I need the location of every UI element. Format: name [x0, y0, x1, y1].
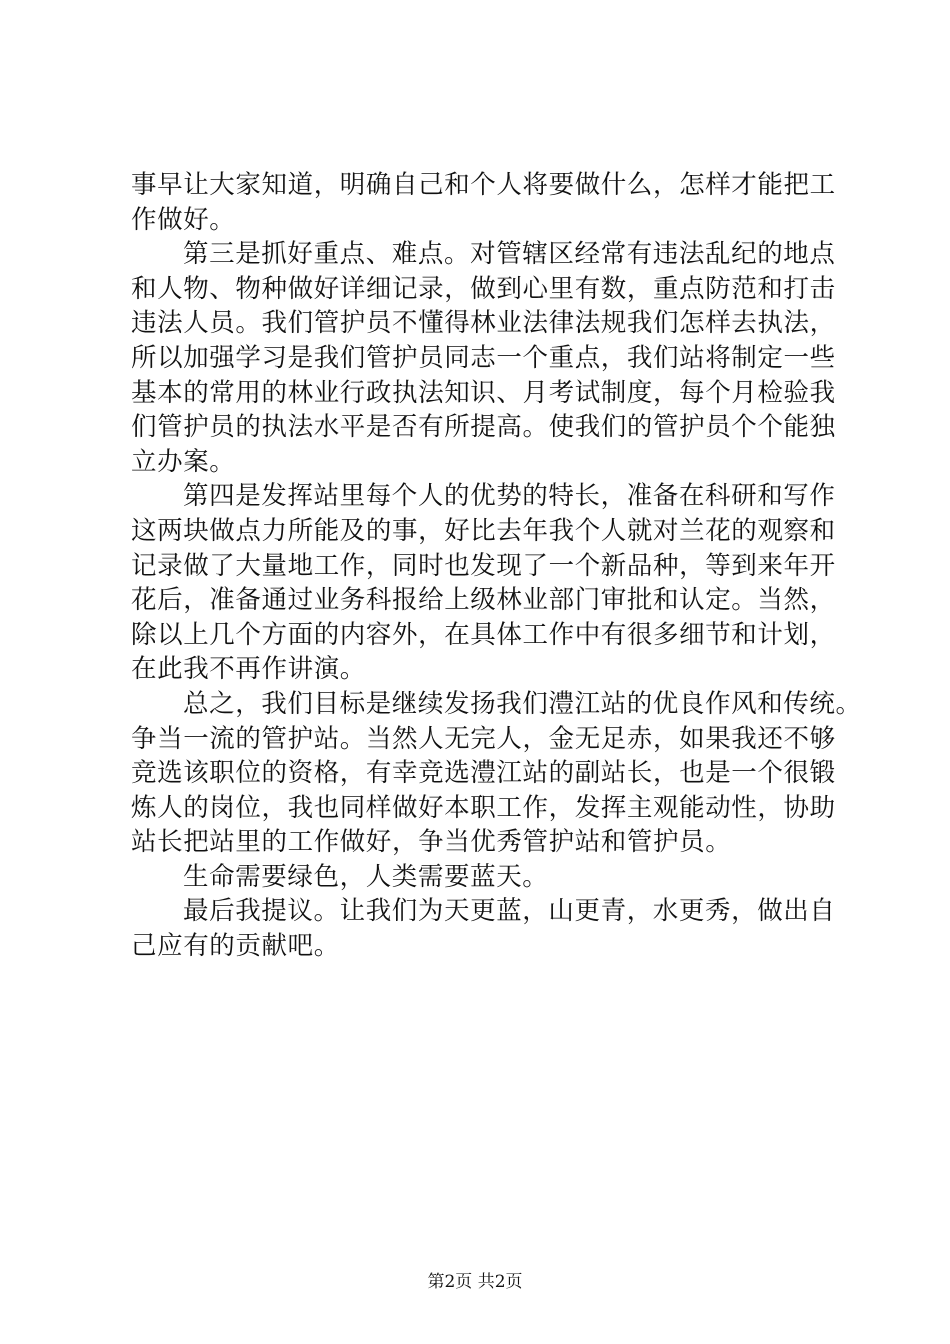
text-line: 所以加强学习是我们管护员同志一个重点，我们站将制定一些	[131, 342, 836, 373]
text-line: 事早让大家知道，明确自己和个人将要做什么，怎样才能把工	[131, 170, 836, 200]
paragraph-start-line: 第三是抓好重点、难点。对管辖区经常有违法乱纪的地点	[183, 239, 836, 270]
paragraph-start-line: 最后我提议。让我们为天更蓝，山更青，水更秀，做出自	[183, 896, 836, 927]
text-line: 炼人的岗位，我也同样做好本职工作，发挥主观能动性，协助	[131, 792, 836, 823]
paragraph-start-line: 第四是发挥站里每个人的优势的特长，准备在科研和写作	[183, 481, 836, 512]
text-line: 这两块做点力所能及的事，好比去年我个人就对兰花的观察和	[131, 515, 836, 546]
text-line: 站长把站里的工作做好，争当优秀管护站和管护员。	[131, 827, 732, 858]
text-line: 除以上几个方面的内容外，在具体工作中有很多细节和计划，	[131, 619, 836, 650]
text-line: 们管护员的执法水平是否有所提高。使我们的管护员个个能独	[131, 412, 836, 443]
text-line: 立办案。	[131, 446, 236, 477]
text-line: 在此我不再作讲演。	[131, 654, 366, 685]
paragraph-start-line: 生命需要绿色，人类需要蓝天。	[183, 861, 549, 892]
page-footer	[0, 1271, 950, 1293]
text-line: 花后，准备通过业务科报给上级林业部门审批和认定。当然，	[131, 585, 836, 616]
text-line: 己应有的贡献吧。	[131, 931, 340, 962]
page-number-label: 第2页 共2页	[427, 1272, 523, 1292]
paragraph-start-line: 总之，我们目标是继续发扬我们澧江站的优良作风和传统。	[183, 688, 862, 719]
document-body	[131, 168, 861, 964]
text-line: 和人物、物种做好详细记录，做到心里有数，重点防范和打击	[131, 273, 836, 304]
text-line: 记录做了大量地工作，同时也发现了一个新品种，等到来年开	[131, 550, 836, 581]
text-line: 竞选该职位的资格，有幸竞选澧江站的副站长，也是一个很锻	[131, 758, 836, 789]
text-line: 基本的常用的林业行政执法知识、月考试制度，每个月检验我	[131, 377, 836, 408]
text-line: 作做好。	[131, 204, 236, 235]
text-line: 违法人员。我们管护员不懂得林业法律法规我们怎样去执法，	[131, 308, 836, 339]
text-line: 争当一流的管护站。当然人无完人，金无足赤，如果我还不够	[131, 723, 836, 754]
